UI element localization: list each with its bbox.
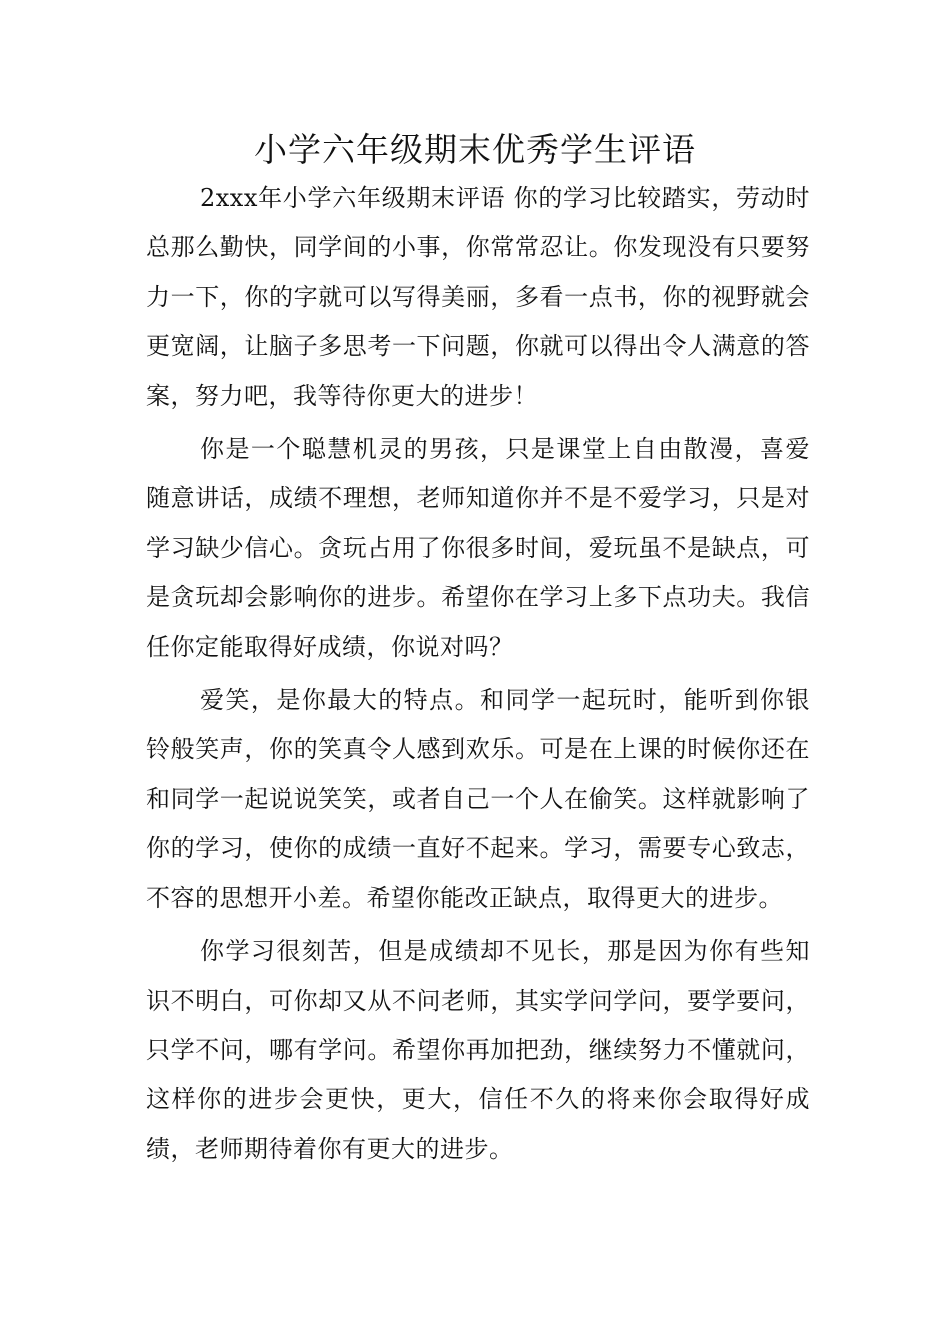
paragraph-3: 爱笑，是你最大的特点。和同学一起玩时，能听到你银铃般笑声，你的笑真令人感到欢乐。可是在上课的时候你还在和同学一起说说笑笑，或者自己一个人在偷笑。这样就影响了你的学习，使你的成绩一直好不起来。学习，需要专心致志，不容的思想开小差。希望你能改正缺点，取得更大的进步。 [146,686,810,912]
paragraph-2: 你是一个聪慧机灵的男孩，只是课堂上自由散漫，喜爱随意讲话，成绩不理想，老师知道你并不是不爱学习，只是对学习缺少信心。贪玩占用了你很多时间，爱玩虽不是缺点，可是贪玩却会影响你的进步。希望你在学习上多下点功夫。我信任你定能取得好成绩，你说对吗？ [146,435,810,661]
document-title: 小学六年级期末优秀学生评语 [254,130,696,169]
paragraph-4: 你学习很刻苦，但是成绩却不见长，那是因为你有些知识不明白，可你却又从不问老师，其实学问学问，要学要问，只学不问，哪有学问。希望你再加把劲，继续努力不懂就问，这样你的进步会更快，更大，信任不久的将来你会取得好成绩，老师期待着你有更大的进步。 [146,937,810,1163]
document-body [146,174,810,1178]
paragraph-1: 2xxx年小学六年级期末评语 你的学习比较踏实，劳动时总那么勤快，同学间的小事，你常常忍让。你发现没有只要努力一下，你的字就可以写得美丽，多看一点书，你的视野就会更宽阔，让脑子多思考一下问题，你就可以得出令人满意的答案，努力吧，我等待你更大的进步！ [146,184,810,410]
